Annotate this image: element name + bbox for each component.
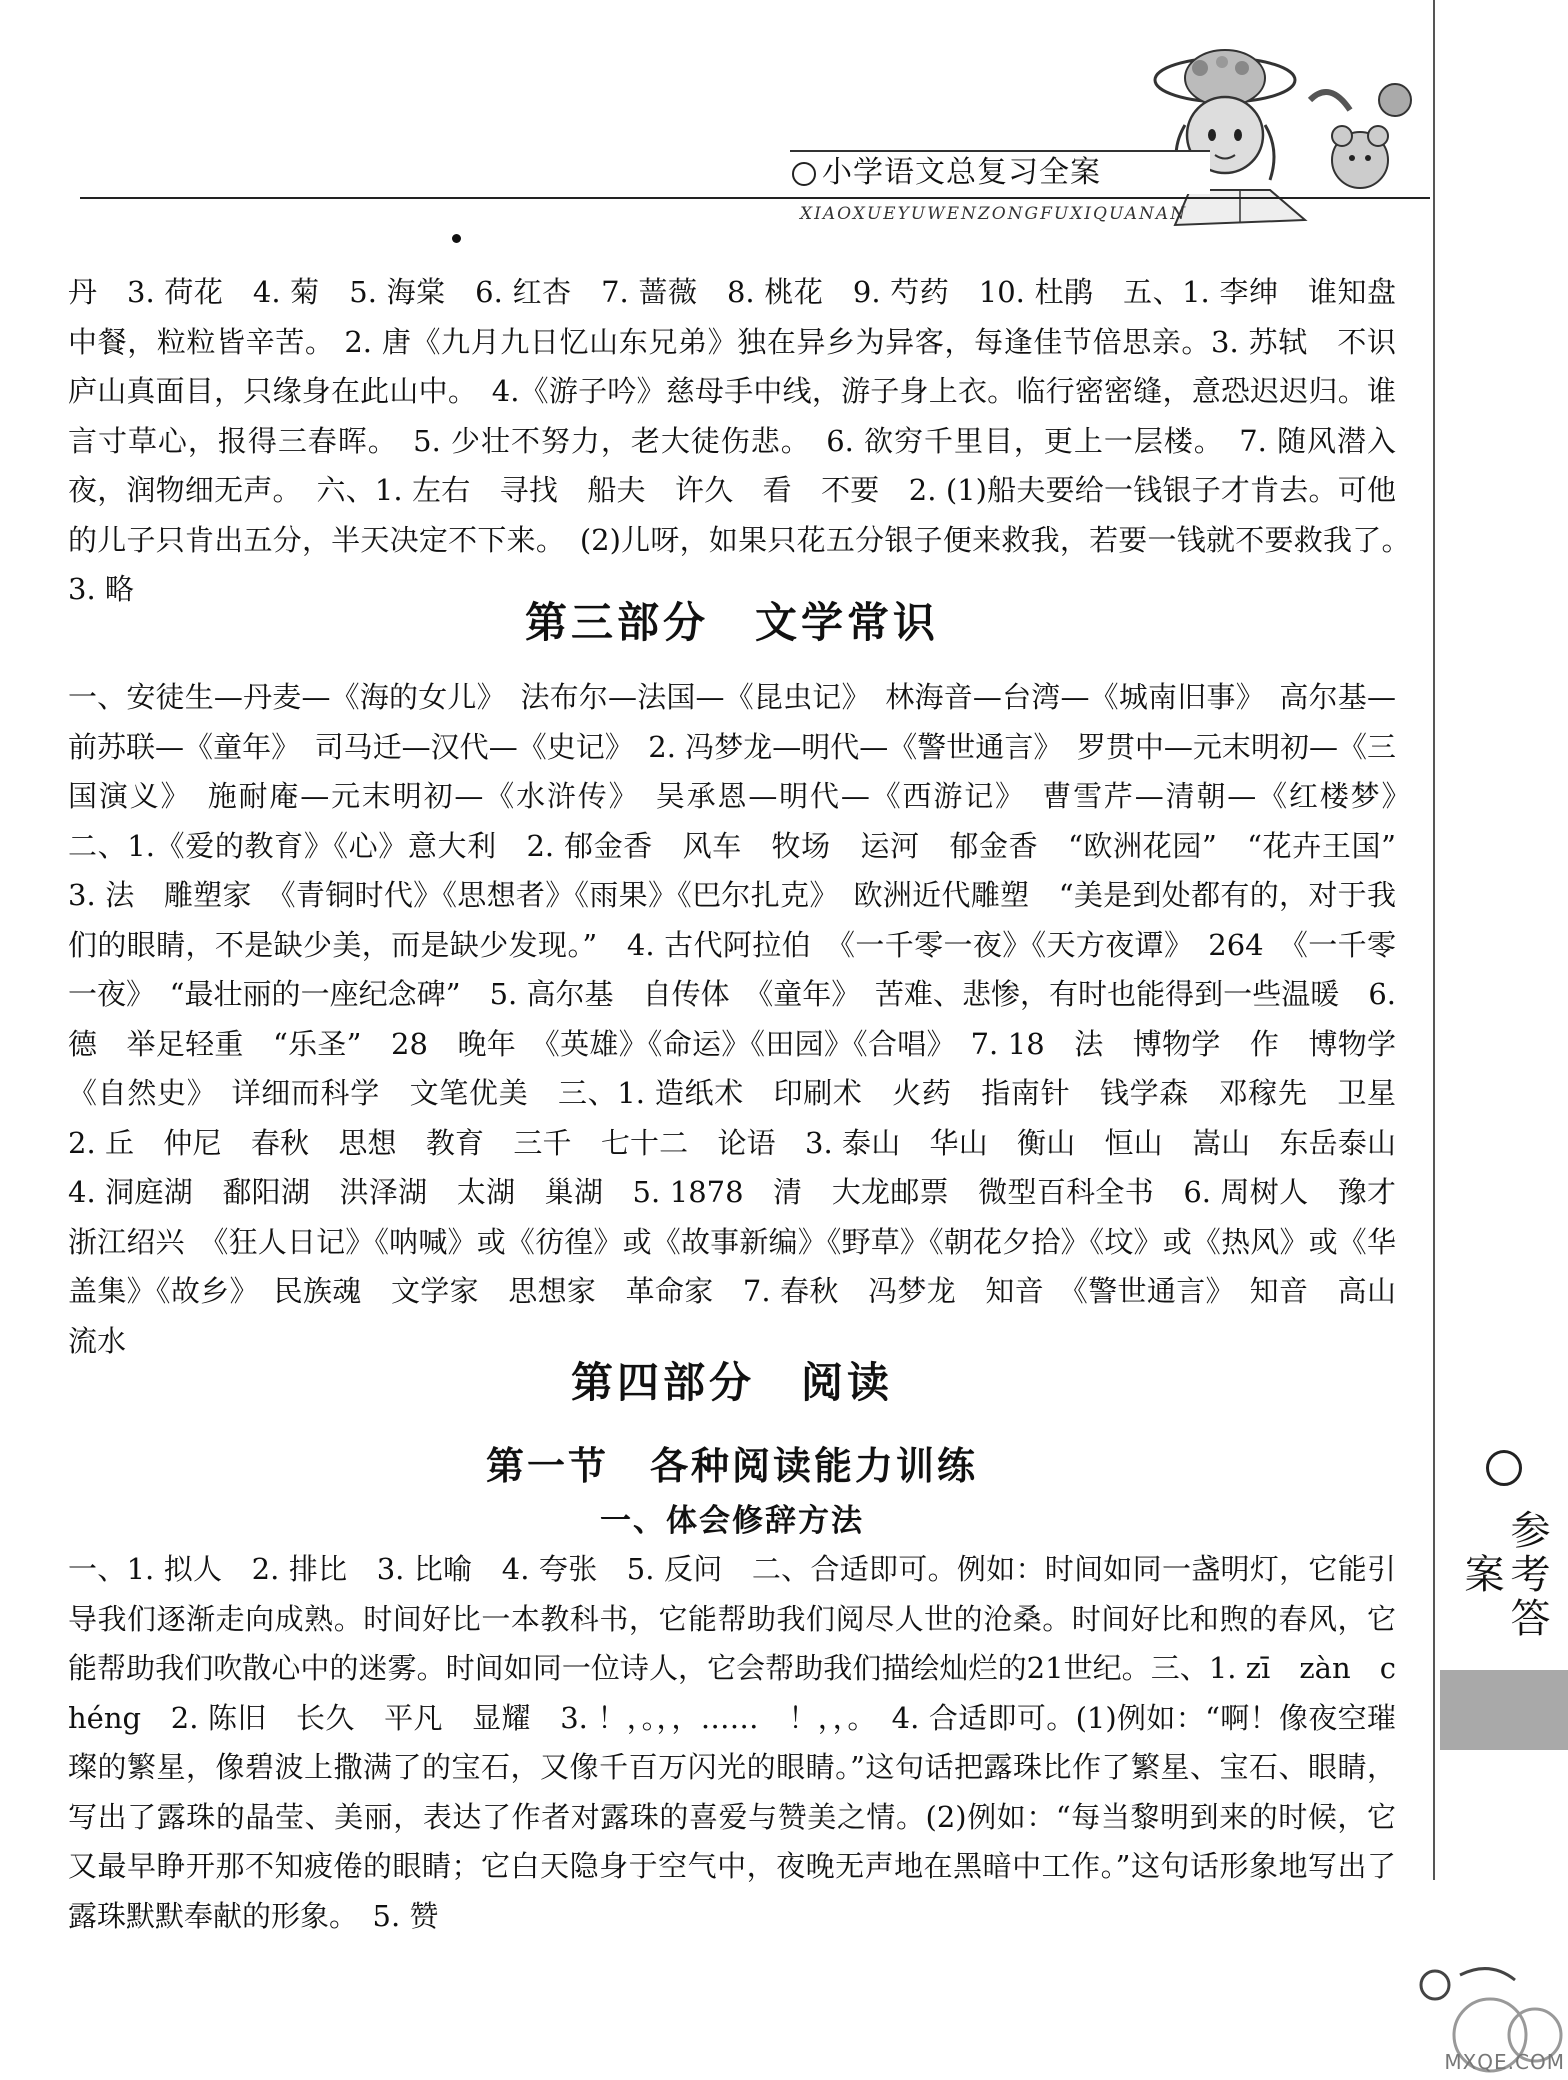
answer-paragraph-2: 一、安徒生—丹麦—《海的女儿》 法布尔—法国—《昆虫记》 林海音—台湾—《城南旧事》 高尔基—前苏联—《童年》 司马迁—汉代—《史记》 2. 冯梦龙—明代—《警世通言》 罗贯中—元末明初—《三国演义》 施耐庵—元末明初—《水浒传》 吴承恩—明代—《西游记》 曹雪芹—清朝—《红楼梦》 二、1.《爱的教育》《心》意大利 2. 郁金香 风车 牧场 运河 郁金香 “欧洲花园” “花卉王国” 3. 法 雕塑家 《青铜时代》《思想者》《雨果》《巴尔扎克》 欧洲近代雕塑 “美是到处都有的，对于我们的眼睛，不是缺少美，而是缺少发现。” 4. 古代阿拉伯 《一千零一夜》《天方夜谭》 264 《一千零一夜》 “最壮丽的一座纪念碑” 5. 高尔基 自传体 《童年》 苦难、悲惨，有时也能得到一些温暖 6. 德 举足轻重 “乐圣” 28 晚年 《英雄》《命运》《田园》《合唱》 7. 18 法 博物学 作 博物学 《自然史》 详细而科学 文笔优美 三、1. 造纸术 印刷术 火药 指南针 钱学森 邓稼先 卫星 2. 丘 仲尼 春秋 思想 教育 三千 七十二 论语 3. 泰山 华山 衡山 恒山 嵩山 东岳泰山 4. 洞庭湖 鄱阳湖 洪泽湖 太湖 巢湖 5. 1878 清 大龙邮票 微型百科全书 6. 周树人 豫才 浙江绍兴 《狂人日记》《呐喊》或《彷徨》或《故事新编》《野草》《朝花夕拾》《坟》或《热风》或《华盖集》《故乡》 民族魂 文学家 思想家 革命家 7. 春秋 冯梦龙 知音 《警世通言》 知音 高山流水 [68,680,1426,1358]
bullet-dot [452,234,461,243]
circle-bullet-icon [1486,1450,1522,1486]
circle-bullet-icon [792,162,816,186]
side-gray-block [1440,1670,1568,1750]
answer-paragraph-1: 丹 3. 荷花 4. 菊 5. 海棠 6. 红杏 7. 蔷薇 8. 桃花 9. 芍药 10. 杜鹃 五、1. 李绅 谁知盘中餐，粒粒皆辛苦。 2. 唐《九月九日忆山东兄弟》独在异乡为异客，每逢佳节倍思亲。3. 苏轼 不识庐山真面目，只缘身在此山中。 4.《游子吟》慈母手中线，游子身上衣。临行密密缝，意恐迟迟归。谁言寸草心，报得三春晖。 5. 少壮不努力，老大徒伤悲。 6. 欲穷千里目，更上一层楼。 7. 随风潜入夜，润物细无声。 六、1. 左右 寻找 船夫 许久 看 不要 2. (1)船夫要给一钱银子才肯去。可他的儿子只肯出五分，半天决定不下来。 (2)儿呀，如果只花五分银子便来救我，若要一钱就不要救我了。 3. 略 [68,275,1426,606]
header-pinyin: XIAOXUEYUWENZONGFUXIQUANAN [800,204,1188,224]
side-tab-label: 参考答案 [1458,1509,1550,1641]
answer-paragraph-3: 一、1. 拟人 2. 排比 3. 比喻 4. 夸张 5. 反问 二、合适即可。例如：时间如同一盏明灯，它能引导我们逐渐走向成熟。时间好比一本教科书，它能帮助我们阅尽人世的沧桑。时间好比和煦的春风，它能帮助我们吹散心中的迷雾。时间如同一位诗人，它会帮助我们描绘灿烂的21世纪。三、1. zī zàn chéng 2. 陈旧 长久 平凡 显耀 3. ！，。，，…… ！，，。 4. 合适即可。(1)例如：“啊！像夜空璀璨的繁星，像碧波上撒满了的宝石，又像千百万闪光的眼睛。”这句话把露珠比作了繁星、宝石、眼睛，写出了露珠的晶莹、美丽，表达了作者对露珠的喜爱与赞美之情。(2)例如：“每当黎明到来的时候，它又最早睁开那不知疲倦的眼睛；它白天隐身于空气中，夜晚无声地在黑暗中工作。”这句话形象地写出了露珠默默奉献的形象。 5. 赞 [68,1552,1396,1933]
subsubsection-heading: 一、体会修辞方法 [600,1503,864,1539]
subsection-heading: 第一节 各种阅读能力训练 [485,1444,978,1488]
header-title: 小学语文总复习全案 [790,150,1210,194]
side-tab [1440,1450,1568,1641]
section-heading-part3: 第三部分 文学常识 [524,598,939,647]
margin-divider [1433,0,1435,1880]
section-heading-part4: 第四部分 阅读 [570,1358,893,1407]
watermark-text: MXQE.COM [1444,2050,1565,2074]
header-rule [80,197,1430,199]
